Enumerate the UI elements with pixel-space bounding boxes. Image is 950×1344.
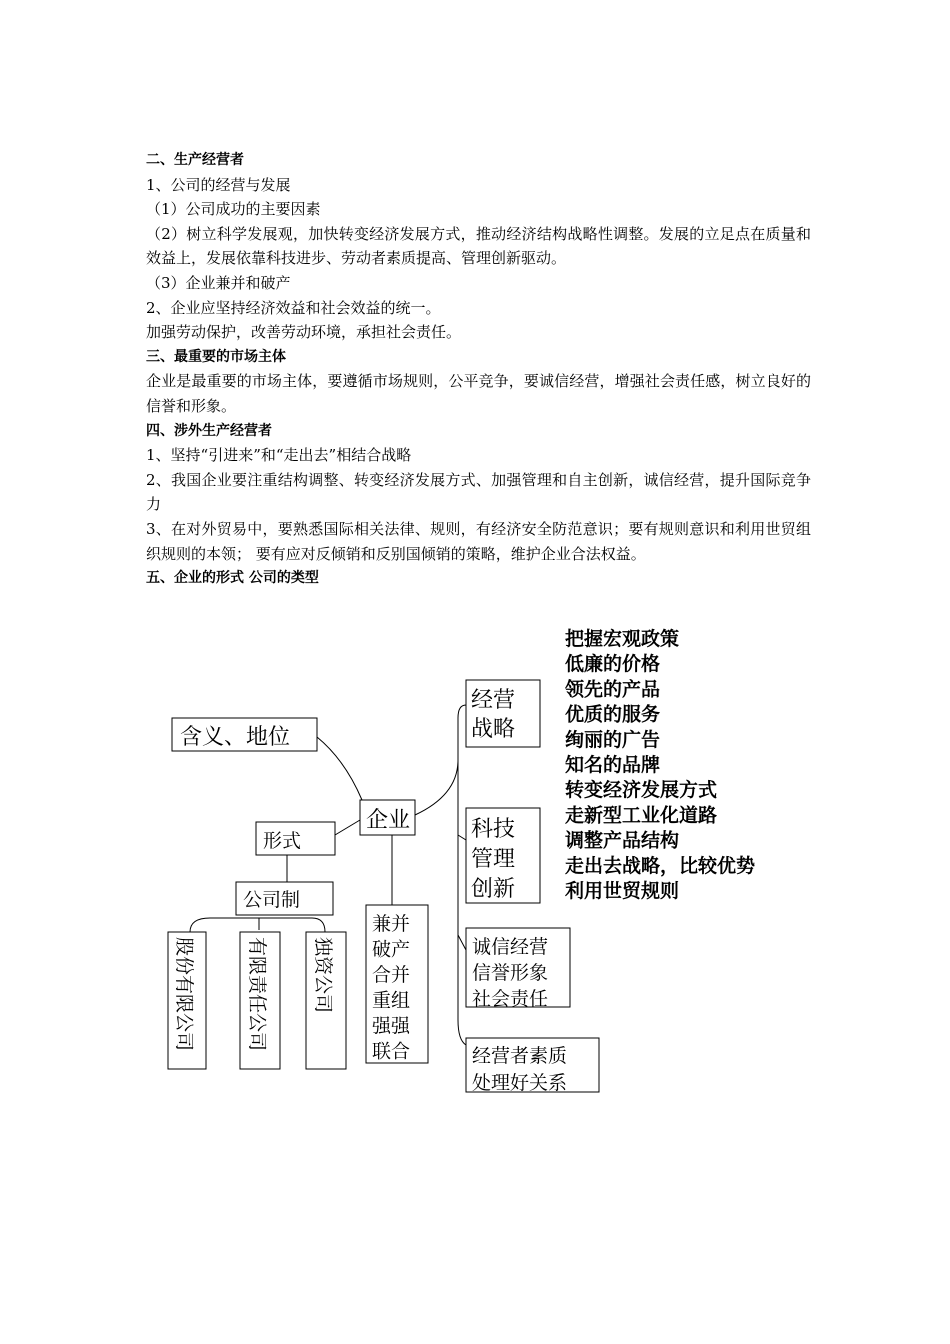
heading-foreign-producers: 四、涉外生产经营者 [146, 422, 272, 439]
connector [317, 737, 362, 800]
strategy-item: 走新型工业化道路 [565, 804, 718, 827]
paragraph: 加强劳动保护，改善劳动环境，承担社会责任。 [146, 323, 462, 342]
connector [190, 918, 325, 932]
connector [335, 820, 360, 835]
strategy-line: 战略 [471, 717, 516, 742]
heading-market-subject: 三、最重要的市场主体 [146, 348, 286, 365]
paragraph: 1、坚持“引进来”和“走出去”相结合战略 [146, 446, 412, 465]
connector [458, 935, 466, 950]
merge-line: 合并 [372, 964, 411, 986]
tech-line: 管理 [471, 847, 516, 872]
paragraph: 1、公司的经营与发展 [146, 175, 291, 194]
strategy-item: 绚丽的广告 [565, 728, 661, 751]
strategy-line: 经营 [471, 688, 516, 713]
company-type-label: 股份有限公司 [173, 937, 195, 1052]
merge-line: 强强 [372, 1015, 411, 1037]
enterprise-label: 企业 [366, 808, 411, 833]
form-label: 形式 [263, 830, 302, 852]
company-type-label: 独资公司 [312, 937, 334, 1014]
strategy-item: 调整产品结构 [565, 829, 680, 852]
tech-line: 创新 [471, 877, 516, 902]
merge-line: 兼并 [372, 913, 411, 935]
paragraph: 企业是最重要的市场主体，要遵循市场规则，公平竞争，要诚信经营，增强社会责任感，树立良好的信誉和形象。 [146, 372, 811, 415]
merge-line: 联合 [372, 1040, 411, 1063]
paragraph: （2）树立科学发展观，加快转变经济发展方式，推动经济结构战略性调整。发展的立足点在质量和效益上，发展依靠科技进步、劳动者素质提高、管理创新驱动。 [146, 224, 811, 268]
heading-enterprise-forms: 五、企业的形式 公司的类型 [146, 570, 319, 587]
integrity-line: 诚信经营 [472, 936, 549, 958]
integrity-line: 社会责任 [472, 988, 549, 1010]
paragraph: 2、我国企业要注重结构调整、转变经济发展方式、加强管理和自主创新，诚信经营，提升国际竞争力 [146, 470, 811, 514]
strategy-item: 知名的品牌 [565, 754, 661, 776]
strategy-item: 优质的服务 [565, 703, 661, 726]
strategy-item: 转变经济发展方式 [565, 779, 718, 802]
heading-producers: 二、生产经营者 [146, 152, 244, 168]
quality-line: 处理好关系 [472, 1072, 568, 1094]
company-label: 公司制 [243, 889, 301, 911]
connector [458, 760, 466, 1045]
strategy-item: 走出去战略，比较优势 [565, 854, 756, 877]
paragraph: （3）企业兼并和破产 [146, 273, 291, 292]
integrity-line: 信誉形象 [472, 962, 549, 984]
meaning-label: 含义、地位 [180, 725, 291, 750]
connector [458, 835, 466, 840]
paragraph: （1）公司成功的主要因素 [146, 200, 321, 219]
company-type-label: 有限责任公司 [246, 937, 268, 1052]
strategy-item: 利用世贸规则 [565, 880, 680, 902]
merge-line: 重组 [372, 989, 411, 1012]
paragraph: 3、在对外贸易中，要熟悉国际相关法律、规则，有经济安全防范意识；要有规则意识和利用世贸组织规则的本领； 要有应对反倾销和反别国倾销的策略，维护企业合法权益。 [146, 519, 811, 563]
tech-line: 科技 [471, 817, 516, 842]
strategy-item: 低廉的价格 [565, 653, 661, 676]
strategy-item: 领先的产品 [565, 678, 661, 701]
quality-line: 经营者素质 [472, 1045, 568, 1067]
paragraph: 2、企业应坚持经济效益和社会效益的统一。 [146, 298, 441, 317]
strategy-item: 把握宏观政策 [565, 628, 680, 650]
merge-line: 破产 [372, 938, 411, 961]
